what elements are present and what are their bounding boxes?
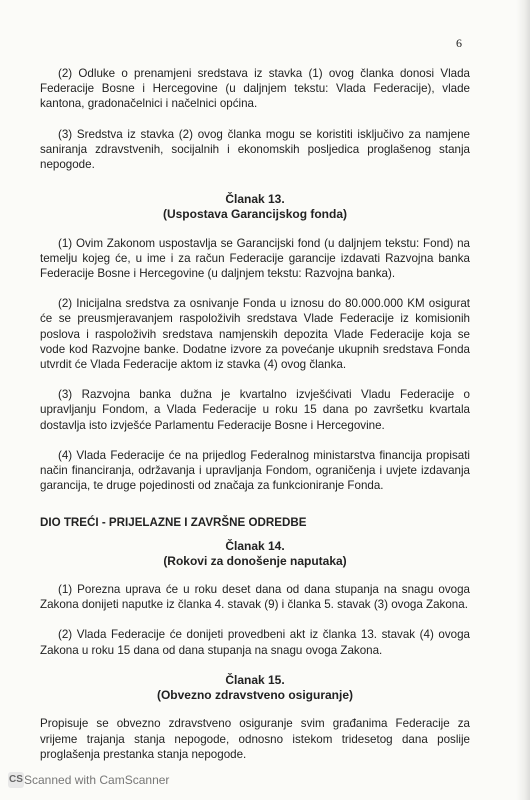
scanner-watermark xyxy=(0,772,530,794)
paragraph-13-2: (2) Inicijalna sredstva za osnivanje Fonda u iznosu do 80.000.000 KM osigurat će se preusmjeravanjem raspoloživih sredstava Vlade Federacije iz komisionih poslova i raspoloživih sredstava namjenskih depozita Vlade Federacije koja se vode kod Razvojne banke. Dodatne izvore za povećanje ukupnih sredstava Fonda utvrdit će Vlada Federacije aktom iz stavka (4) ovog članka. xyxy=(40,297,470,372)
paragraph-15-1: Propisuje se obvezno zdravstveno osiguranje svim građanima Federacije za vrijeme trajanja stanja nepogode, odnosno istekom tridesetog dana poslije proglašenja prestanka stanja nepogode. xyxy=(40,717,470,761)
article-14-title: (Rokovi za donošenje naputaka) xyxy=(163,553,347,568)
article-15-title: (Obvezno zdravstveno osiguranje) xyxy=(156,688,354,703)
document-body xyxy=(40,66,470,777)
camscanner-logo-icon: CS xyxy=(8,772,24,788)
paragraph-13-3: (3) Razvojna banka dužna je kvartalno izvješćivati Vladu Federacije o upravljanju Fondom, a Vlada Federacije u roku 15 dana po završetku kvartala dostavlja isto izvješće Parlamentu Federacije Bosne i Hercegovine. xyxy=(40,388,470,432)
paragraph-12-2: (2) Odluke o prenamjeni sredstava iz stavka (1) ovog članka donosi Vlada Federacije Bosne i Hercegovine (u daljnjem tekstu: Vlada Federacije), vlade kantona, gradonačelnici i načelnici općina. xyxy=(40,67,470,111)
watermark-text: Scanned with CamScanner xyxy=(24,773,170,787)
paragraph-12-3: (3) Sredstva iz stavka (2) ovog članka mogu se koristiti isključivo za namjene saniranja zdravstvenih, socijalnih i ekonomskih posljedica proglašenog stanja nepogode. xyxy=(40,127,470,172)
paragraph-13-4: (4) Vlada Federacije će na prijedlog Federalnog ministarstva financija propisati način financiranja, održavanja i upravljanja Fondom, ograničenja i uvjete izdavanja garancija, te druge pojedinosti od značaja za funkcioniranje Fonda. xyxy=(40,448,470,493)
paragraph-14-2: (2) Vlada Federacije će donijeti provedbeni akt iz članka 13. stavak (4) ovoga Zakona u roku 15 dana od dana stupanja na snagu ovoga Zakona. xyxy=(40,628,470,657)
paragraph-13-1: (1) Ovim Zakonom uspostavlja se Garancijski fond (u daljnjem tekstu: Fond) na temelju kojeg će, u ime i za račun Federacije garancije izdavati Razvojna banka Federacije Bosne i Hercegovine (u daljnjem tekstu: Razvojna banka). xyxy=(40,236,470,281)
article-13-heading xyxy=(40,192,470,222)
article-14-heading xyxy=(40,539,470,569)
article-15-heading xyxy=(40,673,470,703)
article-14-number: Članak 14. xyxy=(225,538,285,553)
page-edge-shadow xyxy=(516,0,530,800)
article-13-number: Članak 13. xyxy=(225,192,285,207)
page-number: 6 xyxy=(456,36,462,50)
article-15-number: Članak 15. xyxy=(225,672,285,687)
article-13-title: (Uspostava Garancijskog fonda) xyxy=(162,207,348,222)
part-three-heading: DIO TREĆI - PRIJELAZNE I ZAVRŠNE ODREDBE xyxy=(40,516,307,530)
paragraph-14-1: (1) Porezna uprava će u roku deset dana od dana stupanja na snagu ovoga Zakona donijeti naputke iz članka 4. stavak (9) i članka 5. stavak (3) ovoga Zakona. xyxy=(40,583,470,612)
